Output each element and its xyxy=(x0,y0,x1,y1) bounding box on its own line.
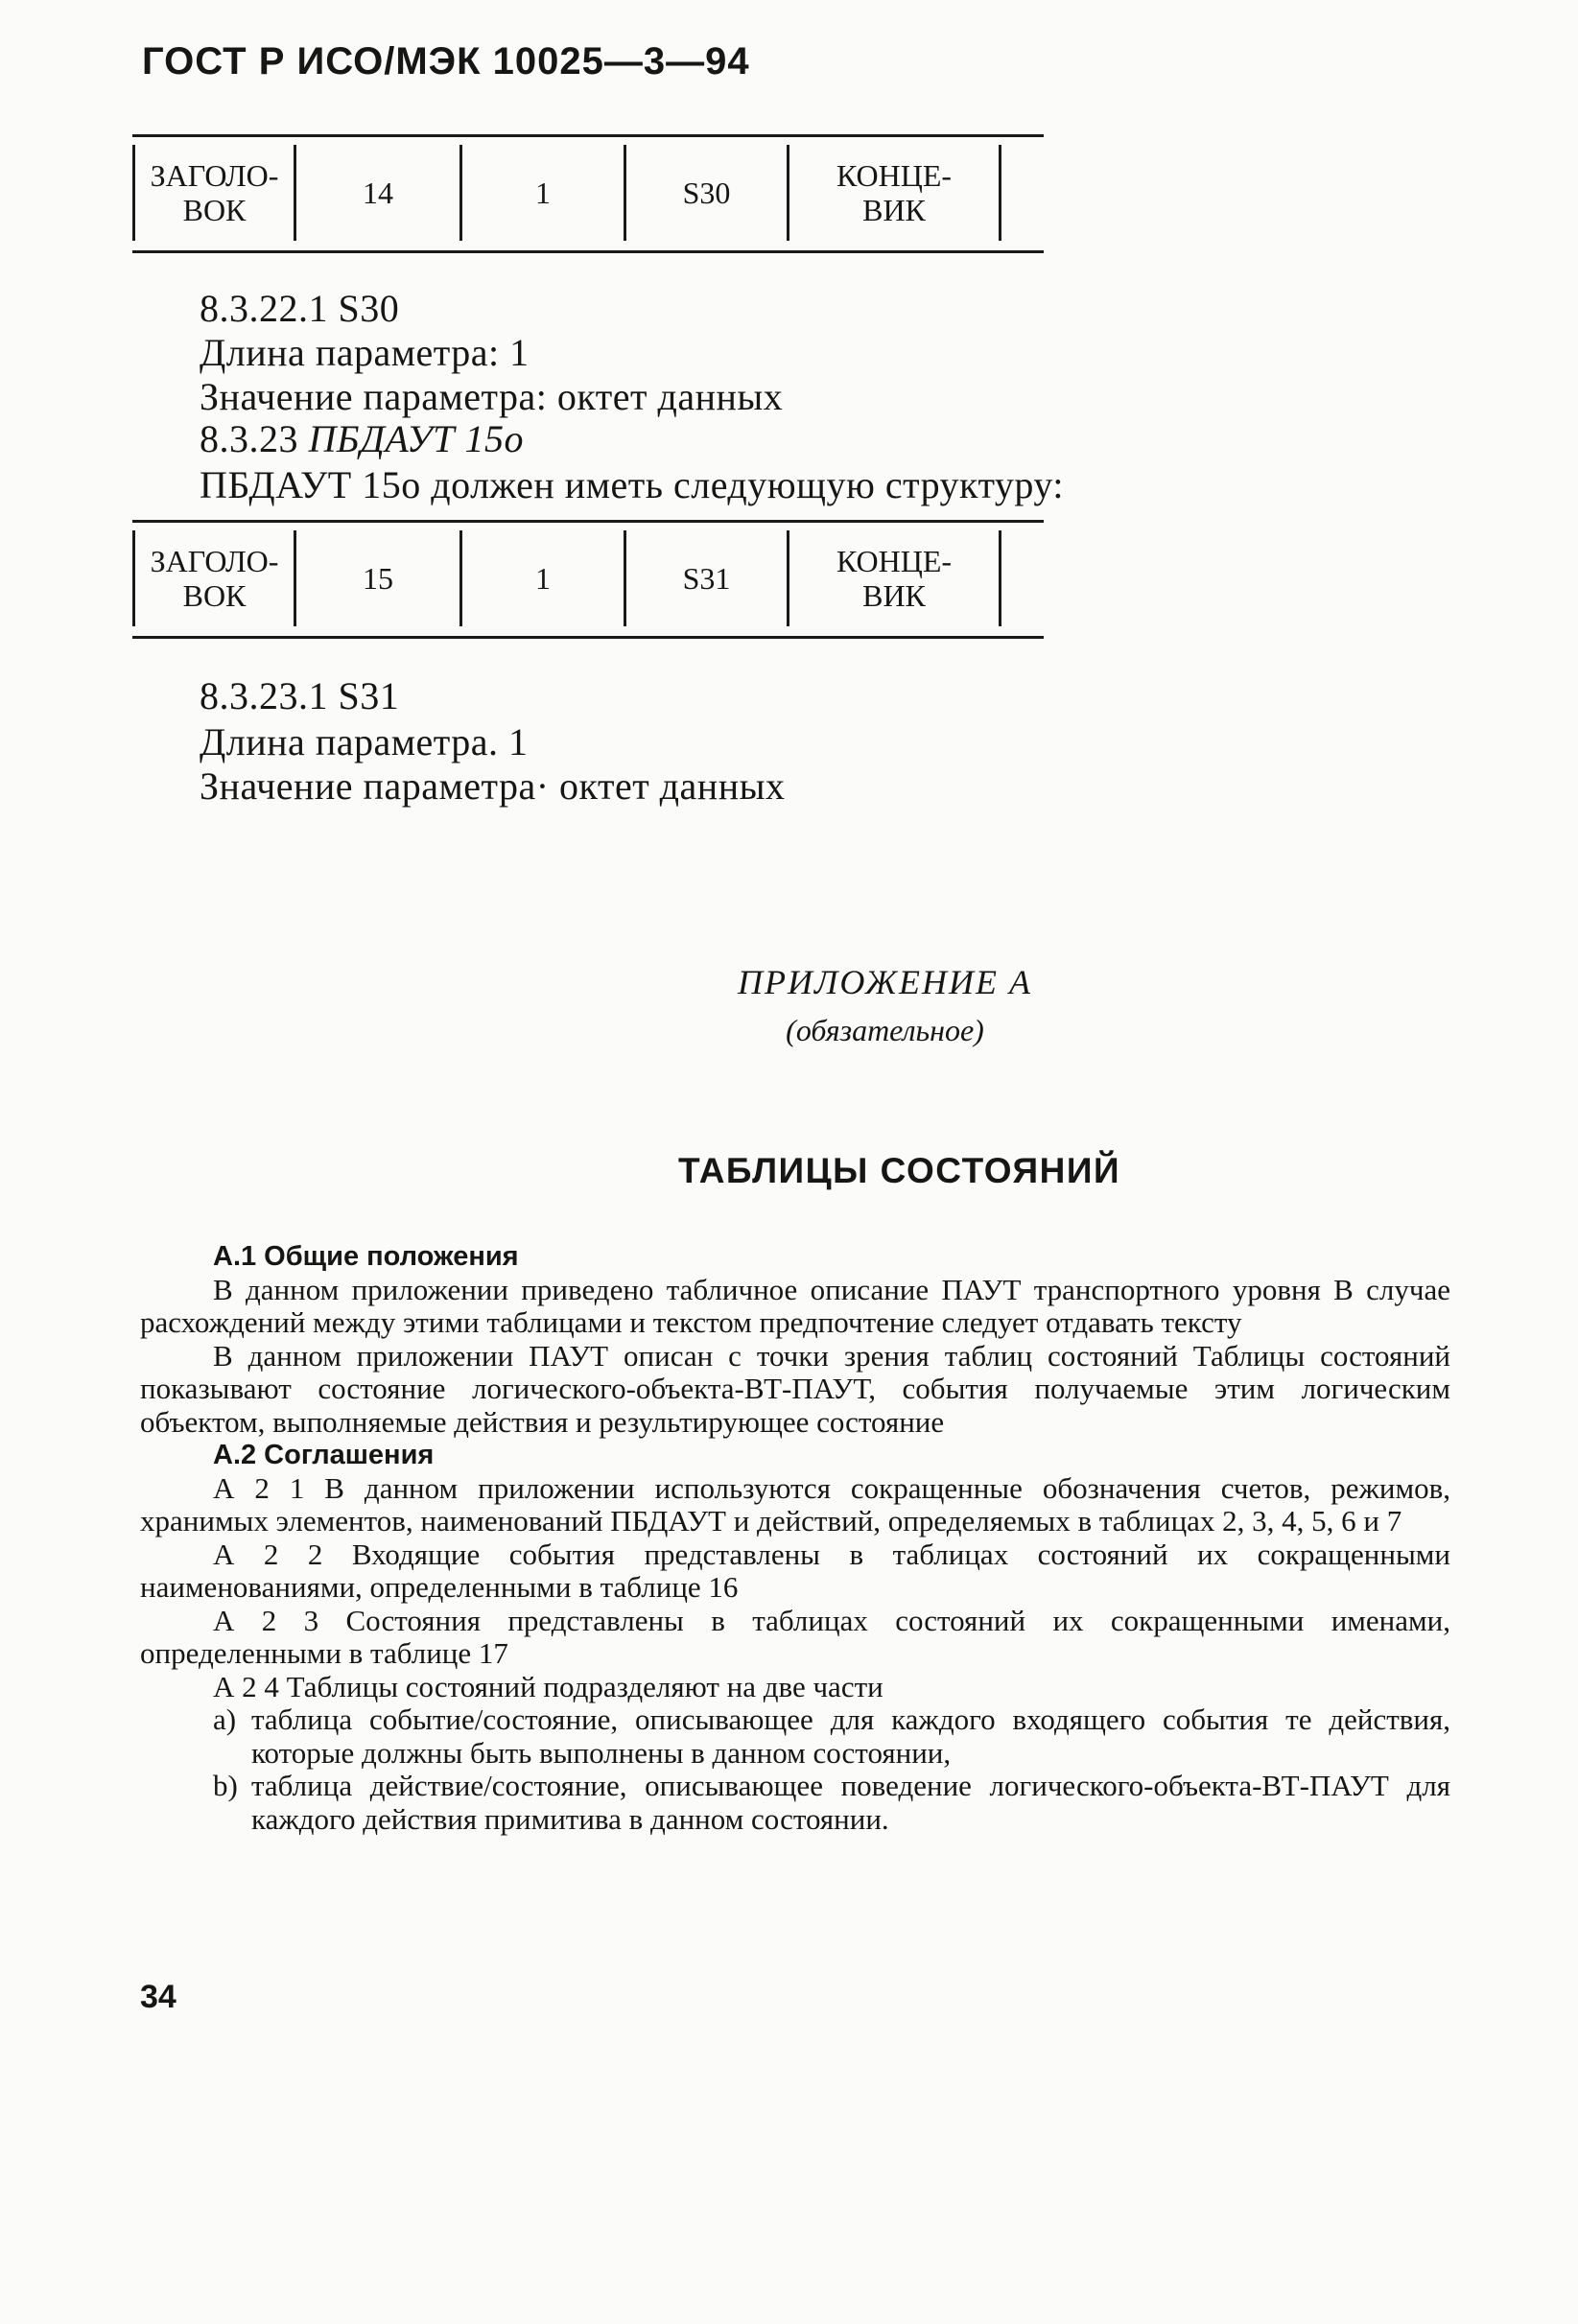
cell-text: ВОК xyxy=(182,578,247,613)
appendix-subtitle: (обязательное) xyxy=(786,1013,984,1047)
param-value: Значение параметра: октет данных xyxy=(200,375,784,418)
pdu-15-structure xyxy=(132,520,1044,639)
pdu-14-structure xyxy=(132,134,1044,253)
section-title: ПБДАУТ 15о xyxy=(308,417,524,460)
section-number: 8.3.23 xyxy=(200,417,298,460)
pdu-cell-param: S31 xyxy=(682,561,731,596)
param-value: Значение параметра· октет данных xyxy=(200,764,786,808)
pdu-cell-trailer xyxy=(789,530,999,626)
pdu-cell-code: 15 xyxy=(363,561,393,596)
paragraph: А 2 1 В данном приложении используются сокращенные обозначения счетов, режимов, хранимых элементов, наименований ПБДАУТ и действий, определяемых в таблицах 2, 3, 4, 5, 6 и 7 xyxy=(140,1470,1450,1538)
section-8-3-23-heading xyxy=(200,418,524,460)
document-header: ГОСТ Р ИСО/МЭК 10025—3—94 xyxy=(142,40,750,82)
paragraph: В данном приложении ПАУТ описан с точки зрения таблиц состояний Таблицы состояний показывают состояние логического-объекта-ВТ-ПАУТ, события получаемые этим логическим объектом, выполняемые действия и результирующее состояние xyxy=(140,1338,1450,1439)
list-item xyxy=(213,1770,1450,1836)
pdu-cell-param: S30 xyxy=(682,176,731,210)
page-number: 34 xyxy=(140,1979,177,2015)
paragraph: В данном приложении приведено табличное описание ПАУТ транспортного уровня В случае расхождений между этими таблицами и текстом предпочтение следует отдавать тексту xyxy=(140,1272,1450,1339)
param-length: Длина параметра. 1 xyxy=(200,720,529,763)
cell-text: ВИК xyxy=(862,578,926,613)
table-border xyxy=(999,145,1001,241)
paragraph: А 2 2 Входящие события представлены в таблицах состояний их сокращенными наименованиями, определенными в таблице 16 xyxy=(140,1537,1450,1604)
paragraph: А 2 4 Таблицы состояний подразделяют на две части xyxy=(213,1669,883,1703)
pdu-cell-trailer xyxy=(789,145,999,241)
section-8-3-22-1-number: 8.3.22.1 S30 xyxy=(200,287,400,330)
pdu-cell-length: 1 xyxy=(535,561,551,596)
table-border xyxy=(999,530,1001,626)
cell-text: ЗАГОЛО- xyxy=(150,158,279,193)
appendix-body xyxy=(140,1240,1450,1836)
list-item-text: таблица событие/состояние, описывающее для каждого входящего события те действия, которые должны быть выполнены в данном состоянии, xyxy=(251,1702,1450,1770)
cell-text: ВИК xyxy=(862,193,926,227)
cell-text: КОНЦЕ- xyxy=(836,158,953,193)
structure-intro: ПБДАУТ 15о должен иметь следующую структуру: xyxy=(200,463,1064,506)
list-item xyxy=(213,1703,1450,1770)
list-marker: b) xyxy=(213,1769,238,1802)
list-item-text: таблица действие/состояние, описывающее поведение логического-объекта-ВТ-ПАУТ для каждого действия примитива в данном состоянии. xyxy=(251,1769,1450,1836)
appendix-title: ПРИЛОЖЕНИЕ А xyxy=(738,963,1032,1001)
heading-a1: А.1 Общие положения xyxy=(213,1241,519,1272)
list-marker: а) xyxy=(213,1702,237,1736)
pdu-cell-length: 1 xyxy=(535,176,551,210)
pdu-cell-code: 14 xyxy=(363,176,393,210)
paragraph: А 2 3 Состояния представлены в таблицах состояний их сокращенными именами, определенными в таблице 17 xyxy=(140,1603,1450,1670)
cell-text: КОНЦЕ- xyxy=(836,544,953,578)
pdu-cell-header xyxy=(135,530,294,626)
heading-a2: А.2 Соглашения xyxy=(213,1440,435,1470)
param-length: Длина параметра: 1 xyxy=(200,331,530,374)
state-tables-title: ТАБЛИЦЫ СОСТОЯНИЙ xyxy=(677,1151,1121,1190)
cell-text: ВОК xyxy=(182,193,247,227)
section-8-3-23-1-number: 8.3.23.1 S31 xyxy=(200,674,400,717)
cell-text: ЗАГОЛО- xyxy=(150,544,279,578)
pdu-cell-header xyxy=(135,145,294,241)
